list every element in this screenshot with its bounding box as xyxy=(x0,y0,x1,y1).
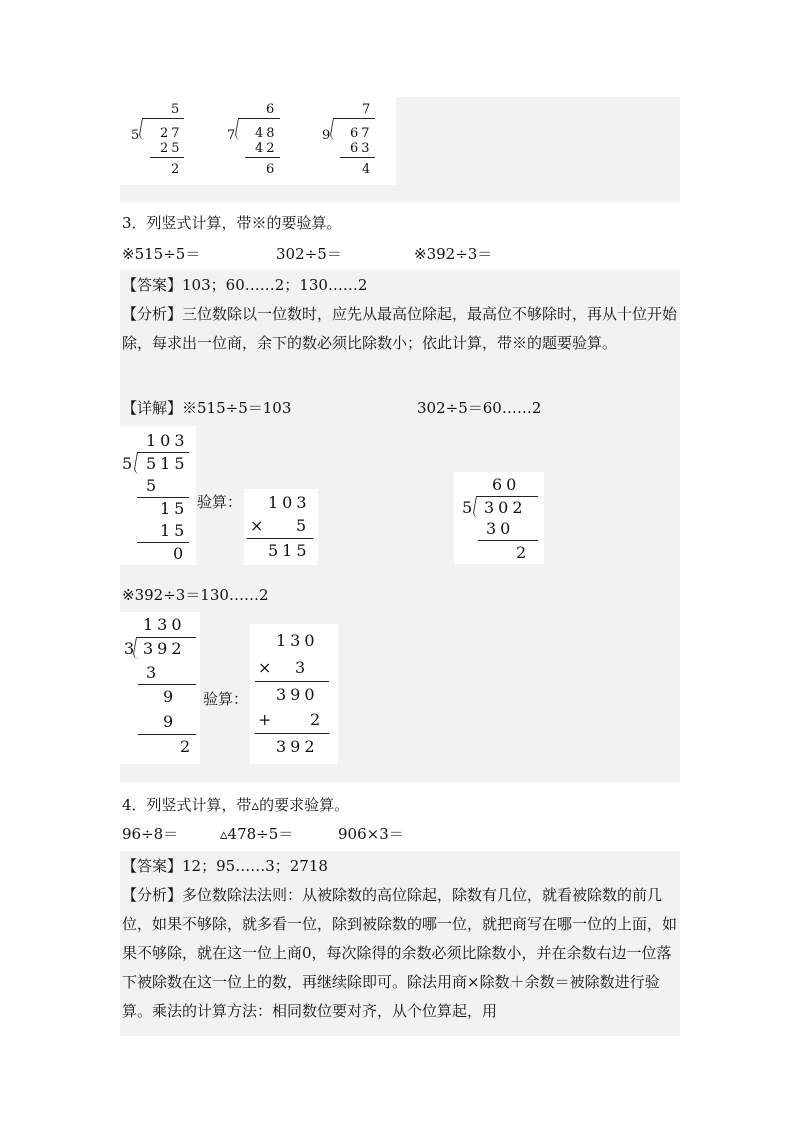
quotient: 103 xyxy=(146,431,189,450)
check-label-515: 验算： xyxy=(197,493,243,511)
q3-problem-2: 302÷5＝ xyxy=(276,245,342,263)
analysis-text: 三位数除以一位数时，应先从最高位除起，最高位不够除时，再从十位开始除，每求出一位商，余下的数必须比除数小；依此计算，带※的题要验算。 xyxy=(122,305,678,352)
step-1: 3 xyxy=(146,663,161,682)
divisor: 5 xyxy=(122,454,137,473)
step-3: 9 xyxy=(163,712,178,731)
check-multiplier: 3 xyxy=(295,658,310,677)
check-mid: 390 xyxy=(276,685,319,704)
divisor: 5 xyxy=(131,128,140,143)
check-multiplier: 5 xyxy=(296,516,311,535)
q3-detail-1 xyxy=(122,398,291,418)
check-result: 515 xyxy=(268,541,311,560)
divisor: 5 xyxy=(462,498,477,517)
step-1: 30 xyxy=(486,519,515,538)
answer-text: 103；60……2；130……2 xyxy=(182,276,368,294)
dividend: 392 xyxy=(143,639,186,658)
step-1: 5 xyxy=(146,476,161,495)
q4-analysis xyxy=(122,881,678,1026)
product: 25 xyxy=(160,141,183,156)
check-result: 392 xyxy=(276,737,319,756)
answer-text: 12；95……3；2718 xyxy=(182,857,328,875)
q3-problem-3: ※392÷3＝ xyxy=(414,245,493,263)
q3-analysis xyxy=(122,300,678,358)
answer-tag: 【答案】 xyxy=(122,276,183,294)
remainder: 6 xyxy=(266,162,275,177)
q3-problem-1: ※515÷5＝ xyxy=(122,245,201,263)
check-operator-add: + xyxy=(258,710,276,729)
step-3: 15 xyxy=(160,521,189,540)
check-addend: 2 xyxy=(310,710,325,729)
quotient: 130 xyxy=(143,615,186,634)
q4-problem-3: 906×3＝ xyxy=(338,825,404,843)
q3-title: 3．列竖式计算，带※的要验算。 xyxy=(122,214,342,232)
q3-answer xyxy=(122,275,367,295)
dividend: 48 xyxy=(255,126,278,141)
divisor: 9 xyxy=(322,128,331,143)
dividend: 27 xyxy=(160,126,183,141)
divisor: 3 xyxy=(124,639,139,658)
check-top: 103 xyxy=(268,493,311,512)
check-label-392: 验算： xyxy=(203,690,249,708)
product: 63 xyxy=(350,141,373,156)
q3-detail-3: ※392÷3＝130……2 xyxy=(122,586,269,604)
quotient: 6 xyxy=(266,102,275,117)
analysis-tag: 【分析】 xyxy=(122,305,183,323)
check-operator: × xyxy=(250,516,268,535)
quotient: 7 xyxy=(362,102,371,117)
product: 42 xyxy=(255,141,278,156)
step-2: 15 xyxy=(160,499,189,518)
detail-text: ※515÷5＝103 xyxy=(182,399,292,417)
quotient: 60 xyxy=(492,475,521,494)
q4-title: 4．列竖式计算，带▵的要求验算。 xyxy=(122,796,350,814)
remainder: 2 xyxy=(171,162,180,177)
remainder: 4 xyxy=(362,162,371,177)
divisor: 7 xyxy=(227,128,236,143)
q4-problem-1: 96÷8＝ xyxy=(122,825,179,843)
check-operator-multiply: × xyxy=(258,658,276,677)
dividend: 302 xyxy=(484,498,527,517)
detail-tag: 【详解】 xyxy=(122,399,183,417)
analysis-tag: 【分析】 xyxy=(122,886,183,904)
analysis-text: 多位数除法法则：从被除数的高位除起，除数有几位，就看被除数的前几位，如果不够除，就多看一位，除到被除数的哪一位，就把商写在哪一位的上面，如果不够除，就在这一位上商0，每次除得的余数必须比除数小，并在余数右边一位落下被除数在这一位上的数，再继续除即可。除法用商×除数＋余数＝被除数进行验算。乘法的计算方法：相同数位要对齐，从个位算起，用 xyxy=(122,886,678,1020)
check-top: 130 xyxy=(276,631,319,650)
dividend: 67 xyxy=(350,126,373,141)
q3-detail-2: 302÷5＝60……2 xyxy=(417,399,542,417)
remainder: 0 xyxy=(173,544,188,563)
remainder: 2 xyxy=(516,543,531,562)
remainder: 2 xyxy=(180,737,195,756)
step-2: 9 xyxy=(163,687,178,706)
dividend: 515 xyxy=(146,454,189,473)
quotient: 5 xyxy=(171,102,180,117)
q4-problem-2: ▵478÷5＝ xyxy=(220,825,294,843)
q4-answer xyxy=(122,856,328,876)
answer-tag: 【答案】 xyxy=(122,857,183,875)
